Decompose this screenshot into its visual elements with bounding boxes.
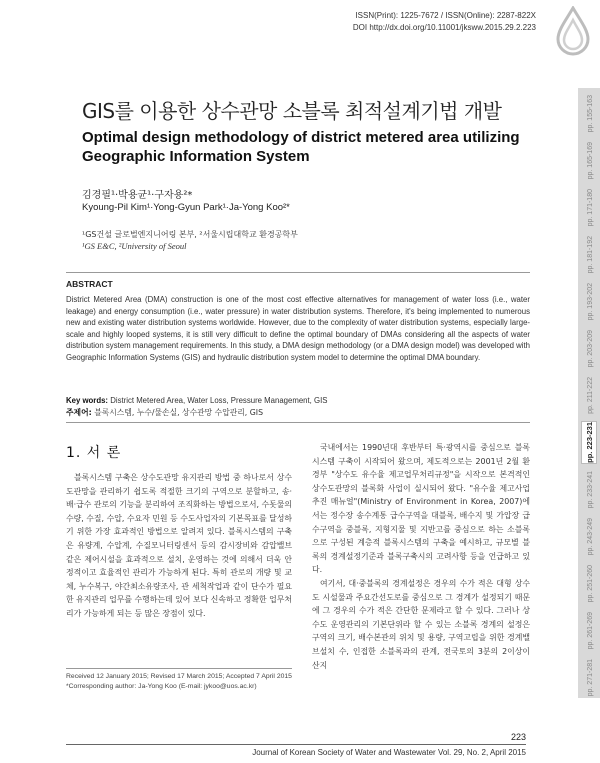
abstract-bottom-rule [66, 422, 530, 423]
side-tab-page-range [584, 515, 596, 558]
side-tab-label: pp. 165-169 [586, 141, 594, 180]
abstract-top-rule [66, 272, 530, 273]
journal-citation: Journal of Korean Society of Water and Wastewater Vol. 29, No. 2, April 2015 [252, 748, 526, 757]
title-korean: GIS를 이용한 상수관망 소블록 최적설계기법 개발 [82, 99, 502, 123]
side-tab-label: pp. 181-192 [586, 235, 594, 274]
footnote-corresponding: *Corresponding author: Ja-Yong Koo (E-mail: jykoo@uos.ac.kr) [66, 683, 257, 690]
authors-korean: 김경필¹·박용균¹·구자용²* [82, 190, 193, 201]
side-tab-label: pp. 233-241 [586, 470, 594, 509]
side-tab-page-range [584, 280, 596, 323]
side-tab-label: pp. 243-249 [586, 517, 594, 556]
page-number: 223 [510, 732, 526, 742]
side-tab-label: pp. 203-209 [586, 329, 594, 368]
body-paragraph: 블록시스템 구축은 상수도관망 유지관리 방법 중 하나로서 상수도관망을 관리하기 쉽도록 적절한 크기의 구역으로 분할하고, 송·배·급수 관로의 기능을 분리하여 조직화하는 방법으로서, 수돗물의 수량, 수질, 수압, 수요자 민원 등 수도사업자의 기본목표를 달성하기 위한 가장 효과적인 방법으로 알려져 있다. 블록시스템의 구축은 유량계, 수압계, 수질모니터링센서 등의 감시장비와 감압밸브 같은 제어시설을 효과적으로 설치, 운영하는 것에 의해서 더욱 안정적이고 효율적인 관리가 가능하게 된다. 특히 관로의 개량 및 교체, 누수복구, 야간최소유량조사, 관 세척작업과 같이 단수가 필요한 유지관리 업무를 수행하는데 있어 보다 신속하고 정확한 업무처리가 가능하게 되는 등 많은 장점이 있다. [66, 473, 292, 618]
keywords-english-label: Key words: [66, 396, 109, 405]
side-tab-page-range [584, 139, 596, 182]
side-tab-page-range [584, 186, 596, 229]
water-drop-logo-icon [554, 6, 592, 56]
side-tab-page-range [584, 233, 596, 276]
abstract-heading: ABSTRACT [66, 279, 113, 289]
side-tab-page-range [584, 468, 596, 511]
footer-rule [66, 744, 526, 745]
authors-english: Kyoung-Pil Kim¹·Yong-Gyun Park¹·Ja-Yong Koo²* [82, 202, 290, 213]
side-tab-page-range [584, 562, 596, 605]
affiliation-english: ¹GS E&C, ²University of Seoul [82, 241, 187, 251]
side-tab-page-range [584, 327, 596, 370]
footnote-dates: Received 12 January 2015; Revised 17 March 2015; Accepted 7 April 2015 [66, 673, 292, 680]
side-tab-page-range [584, 92, 596, 135]
doi-line: DOI http://dx.doi.org/10.11001/jksww.2015.29.2.223 [352, 23, 536, 32]
side-tab-label: pp. 251-260 [586, 564, 594, 603]
side-tab-page-range [584, 374, 596, 417]
body-left-column [66, 471, 292, 621]
side-tab-label: pp. 271-281 [586, 658, 594, 697]
keywords-korean [66, 407, 263, 418]
keywords-korean-text: 블록시스템, 누수/물손실, 상수관망 수압관리, GIS [94, 408, 264, 417]
body-right-column [312, 441, 530, 672]
side-tab-label: pp. 171-180 [586, 188, 594, 227]
side-tab-label: pp. 193-202 [586, 282, 594, 321]
section-heading-introduction: 1. 서 론 [66, 445, 122, 461]
abstract-text: District Metered Area (DMA) construction is one of the most cost effective alternatives for management of water loss (i.e., water leakage) and energy consumption (i.e., water pressure) in water distribution systems. Therefore, it's being implemented to numerous new and existing water distribution systems worldwide. However, due to the complexity of water distribution systems, especially large-scale and highly looped systems, it is still very difficult to define the optimal boundary of DMAs considering all the aspects of water distribution system management requirements. In this study, a DMA design methodology (or a DMA design model) was developed with Geographic Information Systems (GIS) and hydraulic distribution system model to determine the optimal DMA boundary. [66, 295, 530, 362]
side-tab-page-range [581, 421, 597, 464]
side-tab-page-range [584, 656, 596, 699]
body-paragraph: 국내에서는 1990년대 후반부터 특·광역시를 중심으로 블록시스템 구축이 시작되어 왔으며, 제도적으로는 2001년 2월 환경부 "상수도 유수율 제고업무처리규정"을 시작으로 본격적인 상수도관망의 블록화 사업이 실시되어 왔다. "유수율 제고사업 추진 매뉴얼"(Ministry of Environment in Korea, 2007)에서는 정수장 송수계통 급수구역을 대블록, 배수지 및 가압장 급수구역을 중블록, 지형지물 및 지반고를 중심으로 하는 소블록으로 구성된 계층적 블록시스템의 구축을 예시하고, 규모별 블록의 경계설정기준과 블록구축시의 고려사항 등을 언급하고 있다. [312, 443, 530, 575]
keywords-english [66, 396, 327, 405]
side-tab-label: pp. 155-163 [586, 94, 594, 133]
title-english: Optimal design methodology of district metered area utilizing Geographic Information System [82, 129, 520, 165]
side-tab-label: pp. 223-231 [584, 422, 594, 463]
side-tab-label: pp. 211-222 [586, 377, 594, 414]
keywords-korean-label: 주제어: [66, 408, 92, 417]
issn-doi-block [353, 10, 536, 34]
side-tab-label: pp. 261-269 [586, 611, 594, 650]
body-paragraph: 여기서, 대·중블록의 경계설정은 경우의 수가 적은 대형 상수도 시설물과 주요간선도로를 중심으로 그 경계가 설정되기 때문에 그 경우의 수가 적은 간단한 문제라고 할 수 있다. 그러나 상수도 운영관리의 기본단위라 할 수 있는 소블록 경계의 설정은 구역의 크기, 배수본관의 위치 및 용량, 구역고립을 위한 경계밸브설치 수, 인접한 소블록과의 관계, 전국토의 3분의 2이상이 산지 [312, 578, 530, 670]
affiliation-korean: ¹GS건설 글로벌엔지니어링 본부, ²서울시립대학교 환경공학부 [82, 230, 298, 239]
footnote [66, 668, 292, 692]
keywords-english-text: District Metered Area, Water Loss, Pressure Management, GIS [110, 396, 328, 405]
issn-line: ISSN(Print): 1225-7672 / ISSN(Online): 2287-822X [355, 11, 536, 20]
side-tab-page-range [584, 609, 596, 652]
